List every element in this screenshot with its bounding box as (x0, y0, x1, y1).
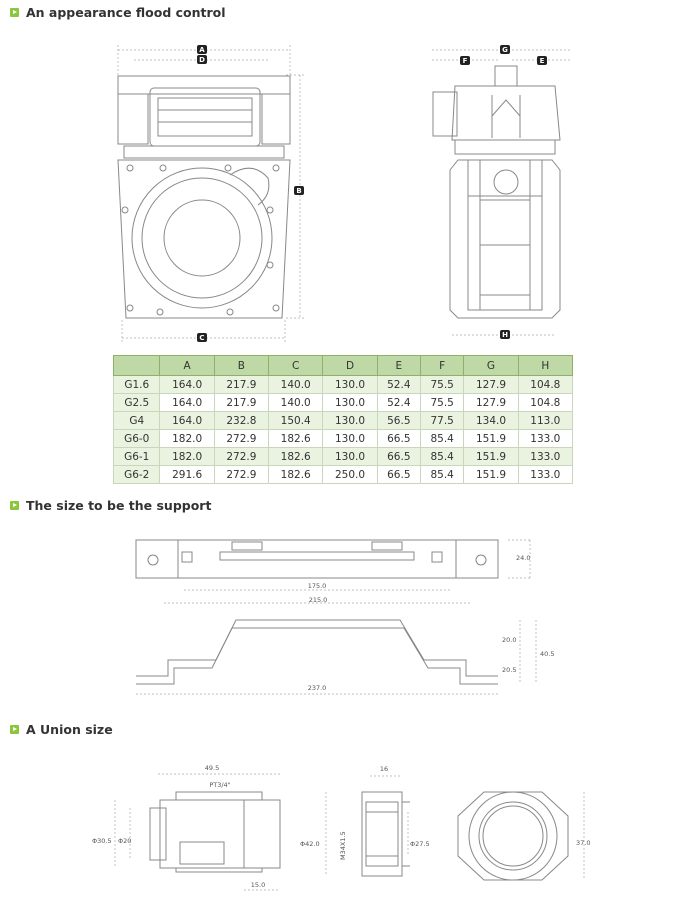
table-cell: 127.9 (464, 376, 518, 394)
table-row (114, 430, 573, 448)
dim-20: 20.0 (502, 636, 517, 644)
table-cell: 272.9 (214, 448, 268, 466)
support-dimension-lines (136, 540, 536, 694)
table-row (114, 412, 573, 430)
section-title-text: An appearance flood control (26, 5, 226, 20)
table-cell: 52.4 (377, 394, 420, 412)
table-cell: 75.5 (421, 394, 464, 412)
table-cell: 182.6 (269, 430, 323, 448)
dimension-tag-a (197, 45, 207, 54)
svg-text:H: H (502, 331, 508, 339)
table-row (114, 376, 573, 394)
svg-text:G: G (502, 46, 508, 54)
table-cell: 134.0 (464, 412, 518, 430)
table-cell: 164.0 (160, 376, 214, 394)
meter-side-view (433, 66, 560, 318)
svg-text:A: A (199, 46, 205, 54)
table-header-cell: D (323, 356, 377, 376)
table-cell: 113.0 (518, 412, 572, 430)
table-cell: 66.5 (377, 430, 420, 448)
dim-16: 16 (379, 765, 389, 773)
union-nut-section-view (362, 792, 410, 876)
table-cell: 52.4 (377, 376, 420, 394)
union-nut-front-view (458, 792, 568, 880)
dim-40-5: 40.5 (540, 650, 555, 658)
table-cell: 164.0 (160, 412, 214, 430)
table-cell: 150.4 (269, 412, 323, 430)
table-cell: 164.0 (160, 394, 214, 412)
table-cell: 66.5 (377, 448, 420, 466)
table-header-cell: G (464, 356, 518, 376)
union-side-view (150, 792, 280, 872)
table-header-cell: B (214, 356, 268, 376)
dimension-tag-c (197, 333, 207, 342)
table-cell-model: G6-2 (114, 466, 160, 484)
table-cell: 151.9 (464, 448, 518, 466)
table-cell: 182.6 (269, 448, 323, 466)
support-side-view (136, 620, 498, 684)
meter-drawing (0, 0, 692, 350)
dim-49-5: 49.5 (204, 764, 220, 772)
union-dimension-lines (115, 774, 584, 890)
dim-phi42: Φ42.0 (300, 840, 320, 848)
table-cell: 182.6 (269, 466, 323, 484)
table-cell: 133.0 (518, 466, 572, 484)
table-cell-model: G6-0 (114, 430, 160, 448)
table-row (114, 466, 573, 484)
table-cell: 250.0 (323, 466, 377, 484)
table-cell: 56.5 (377, 412, 420, 430)
dimension-tag-d (197, 55, 207, 64)
section-title-support (10, 498, 211, 513)
table-cell: 217.9 (214, 394, 268, 412)
table-cell-model: G6-1 (114, 448, 160, 466)
table-cell: 272.9 (214, 466, 268, 484)
table-cell: 130.0 (323, 376, 377, 394)
table-cell: 85.4 (421, 430, 464, 448)
dimension-tag-f (460, 56, 470, 65)
table-cell-model: G2.5 (114, 394, 160, 412)
table-cell: 151.9 (464, 466, 518, 484)
dimension-tag-e (537, 56, 547, 65)
dim-phi30-5: Φ30.5 (92, 837, 112, 845)
table-cell: 85.4 (421, 448, 464, 466)
dim-24: 24.0 (516, 554, 531, 562)
table-cell: 130.0 (323, 394, 377, 412)
svg-text:C: C (199, 334, 205, 342)
table-cell: 130.0 (323, 412, 377, 430)
dim-m34: M34X1.5 (339, 831, 347, 860)
table-cell: 151.9 (464, 430, 518, 448)
table-cell: 104.8 (518, 394, 572, 412)
svg-text:E: E (539, 57, 545, 65)
table-row (114, 394, 573, 412)
dim-phi20: Φ20 (118, 837, 132, 845)
dim-175: 175.0 (307, 582, 327, 590)
meter-front-view (118, 76, 290, 318)
dimension-tag-h (500, 330, 510, 339)
table-row (114, 448, 573, 466)
bullet-icon (10, 501, 19, 510)
table-cell: 140.0 (269, 376, 323, 394)
table-cell: 182.0 (160, 430, 214, 448)
bullet-icon (10, 725, 19, 734)
section-title-text: The size to be the support (26, 498, 212, 513)
table-header-cell: E (377, 356, 420, 376)
dim-237: 237.0 (307, 684, 327, 692)
table-cell: 133.0 (518, 430, 572, 448)
table-cell: 127.9 (464, 394, 518, 412)
dim-phi27-5: Φ27.5 (410, 840, 430, 848)
table-header-cell: H (518, 356, 572, 376)
dim-215: 215.0 (308, 596, 328, 604)
table-cell: 66.5 (377, 466, 420, 484)
table-cell: 272.9 (214, 430, 268, 448)
table-cell: 232.8 (214, 412, 268, 430)
support-top-view (136, 540, 498, 578)
svg-text:F: F (462, 57, 468, 65)
table-cell: 130.0 (323, 430, 377, 448)
table-cell: 291.6 (160, 466, 214, 484)
dim-15: 15.0 (250, 881, 266, 889)
table-cell-model: G1.6 (114, 376, 160, 394)
dim-pt3-4: PT3/4" (209, 781, 231, 789)
dimension-tag-b (294, 186, 304, 195)
svg-text:D: D (199, 56, 205, 64)
table-cell: 77.5 (421, 412, 464, 430)
table-cell: 182.0 (160, 448, 214, 466)
table-header-cell (114, 356, 160, 376)
table-header-cell: F (421, 356, 464, 376)
table-cell: 75.5 (421, 376, 464, 394)
svg-text:B: B (296, 187, 302, 195)
table-cell: 104.8 (518, 376, 572, 394)
dim-37: 37.0 (576, 839, 591, 847)
table-cell: 140.0 (269, 394, 323, 412)
table-cell-model: G4 (114, 412, 160, 430)
table-cell: 130.0 (323, 448, 377, 466)
table-header-row (114, 356, 573, 376)
table-header-cell: C (269, 356, 323, 376)
dimension-tag-g (500, 45, 510, 54)
table-cell: 85.4 (421, 466, 464, 484)
table-header-cell: A (160, 356, 214, 376)
spec-table (113, 355, 573, 484)
section-title-union (10, 722, 113, 737)
dim-20-5: 20.5 (502, 666, 517, 674)
table-cell: 133.0 (518, 448, 572, 466)
table-cell: 217.9 (214, 376, 268, 394)
section-title-text: A Union size (26, 722, 113, 737)
